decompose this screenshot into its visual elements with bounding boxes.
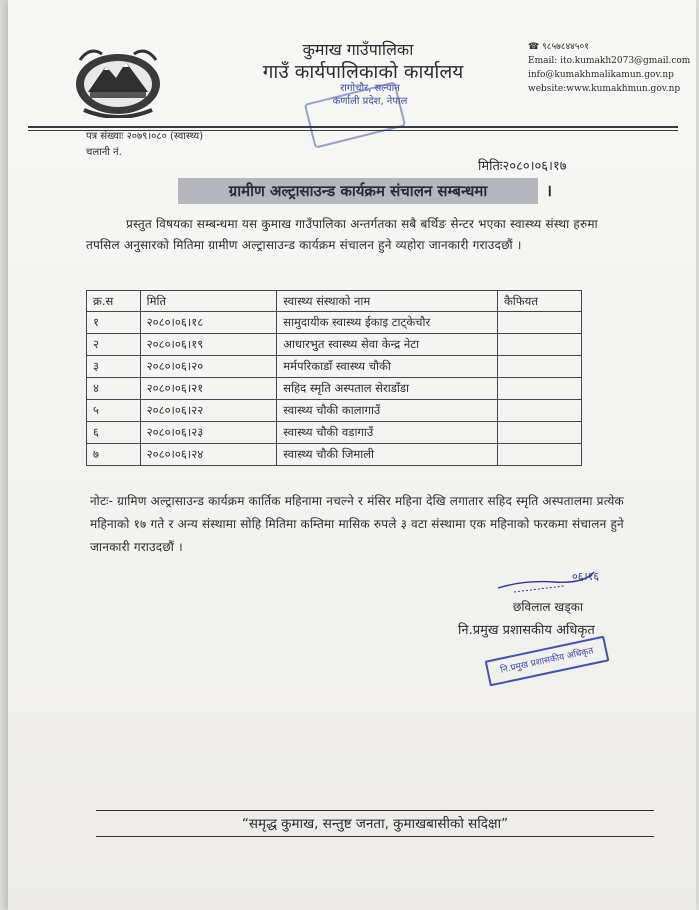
officer-stamp: नि.प्रमुख प्रशासकीय अधिकृत (485, 636, 610, 687)
cell-institution: सहिद स्मृति अस्पताल सेराडाँडा (277, 378, 498, 400)
email-line-2: info@kumakhmalikamun.gov.np (528, 70, 674, 80)
cell-date: २०८०।०६।१८ (140, 312, 277, 334)
org-name: कुमाख गाउँपालिका (302, 40, 414, 59)
table-row (87, 422, 582, 444)
table-row (87, 312, 582, 334)
note-paragraph: नोटः- ग्रामिण अल्ट्रासाउन्ड कार्यक्रम कार्तिक महिनामा नचल्ने र मंसिर महिना देखि लगातार सहिद स्मृति अस्पतालमा प्रत्येक महिनाको १७ गते र अन्य संस्थामा सोहि मितिमा कम्तिमा मासिक रुपले ३ वटा संस्थामा एक महिनाको फरकमा संचालन हुने जानकारी गराउदछौं । (90, 494, 624, 554)
cell-serial: ६ (87, 422, 141, 444)
address-line: रागोचौर, सल्यान (340, 83, 400, 94)
cell-institution: स्वास्थ्य चौकी वडागाउँ (277, 422, 498, 444)
cell-remarks (497, 400, 581, 422)
website-line: website:www.kumakhmun.gov.np (528, 84, 681, 94)
cell-remarks (497, 444, 581, 466)
phone-number: ९८५७८४४५०१ (542, 42, 589, 52)
cell-date: २०८०।०६।१९ (140, 334, 277, 356)
cell-institution: स्वास्थ्य चौकी जिमाली (277, 444, 498, 466)
body-paragraph: प्रस्तुत विषयका सम्बन्धमा यस कुमाख गाउँपालिका अन्तर्गतका सबै बर्थिङ सेन्टर भएका स्वास्थ्य संस्था हरुमा तपसिल अनुसारको मितिमा ग्रामीण अल्ट्रासाउन्ड कार्यक्रम संचालन हुने व्यहोरा जानकारी गराउदछौं । (86, 217, 598, 252)
footer-divider-top (96, 810, 654, 811)
cell-date: २०८०।०६।२३ (140, 422, 277, 444)
header-remarks: कैफियत (497, 291, 581, 312)
cell-institution: स्वास्थ्य चौकी कालागाउँ (277, 400, 498, 422)
email-line: Email: ito.kumakh2073@gmail.com (528, 56, 691, 66)
cell-remarks (497, 422, 581, 444)
handwritten-signature (494, 558, 614, 598)
cell-institution: मर्मपरिकाडाँ स्वास्थ्य चौकी (277, 356, 498, 378)
cell-serial: ५ (87, 400, 141, 422)
header-institution: स्वास्थ्य संस्थाको नाम (277, 291, 498, 312)
letter-page (8, 0, 696, 910)
cell-institution: सामुदायीक स्वास्थ्य ईकाइ टाट्केचौर (277, 312, 498, 334)
cell-remarks (497, 334, 581, 356)
footer-motto: “समृद्ध कुमाख, सन्तुष्ट जनता, कुमाखबासीको सदिक्षा” (241, 816, 509, 832)
address-line: कर्णाली प्रदेश, नेपाल (332, 96, 408, 107)
cell-serial: ३ (87, 356, 141, 378)
cell-date: २०८०।०६।२१ (140, 378, 277, 400)
cell-date: २०८०।०६।२४ (140, 444, 277, 466)
cell-serial: १ (87, 312, 141, 334)
cell-date: २०८०।०६।२२ (140, 400, 277, 422)
dispatch-number: चलानी नं. (86, 147, 122, 158)
cell-date: २०८०।०६।२० (140, 356, 277, 378)
signer-title: नि.प्रमुख प्रशासकीय अधिकृत (458, 623, 595, 638)
header-date: मिति (140, 291, 277, 312)
contact-block (528, 40, 690, 96)
table-row (87, 356, 582, 378)
schedule-table (86, 290, 582, 466)
cell-remarks (497, 312, 581, 334)
cell-remarks (497, 378, 581, 400)
cell-serial: ७ (87, 444, 141, 466)
reference-number: पत्र संख्याः २०७९।०८० (स्वास्थ्य) (86, 131, 204, 142)
table-row (87, 334, 582, 356)
phone-icon: ☎ (528, 42, 540, 52)
nepal-emblem-logo (70, 40, 166, 118)
cell-serial: २ (87, 334, 141, 356)
table-row (87, 444, 582, 466)
office-name: गाउँ कार्यपालिकाको कार्यालय (262, 61, 464, 83)
cell-remarks (497, 356, 581, 378)
signature-date: ०६।१६ (572, 570, 600, 583)
letter-date: मितिः२०८०।०६।१७ (478, 159, 567, 174)
footer-divider-bottom (96, 836, 654, 837)
table-row (87, 378, 582, 400)
cell-institution: आधारभुत स्वास्थ्य सेवा केन्द्र नेटा (277, 334, 498, 356)
subject-end-mark: । (546, 181, 553, 200)
subject-line: ग्रामीण अल्ट्रासाउन्ड कार्यक्रम संचालन सम्बन्धमा (178, 178, 538, 204)
phone-line (528, 40, 690, 54)
header-serial: क्र.स (87, 291, 141, 312)
table-row (87, 400, 582, 422)
signer-name: छविलाल खड्का (513, 600, 583, 614)
table-header-row (87, 291, 582, 312)
cell-serial: ४ (87, 378, 141, 400)
